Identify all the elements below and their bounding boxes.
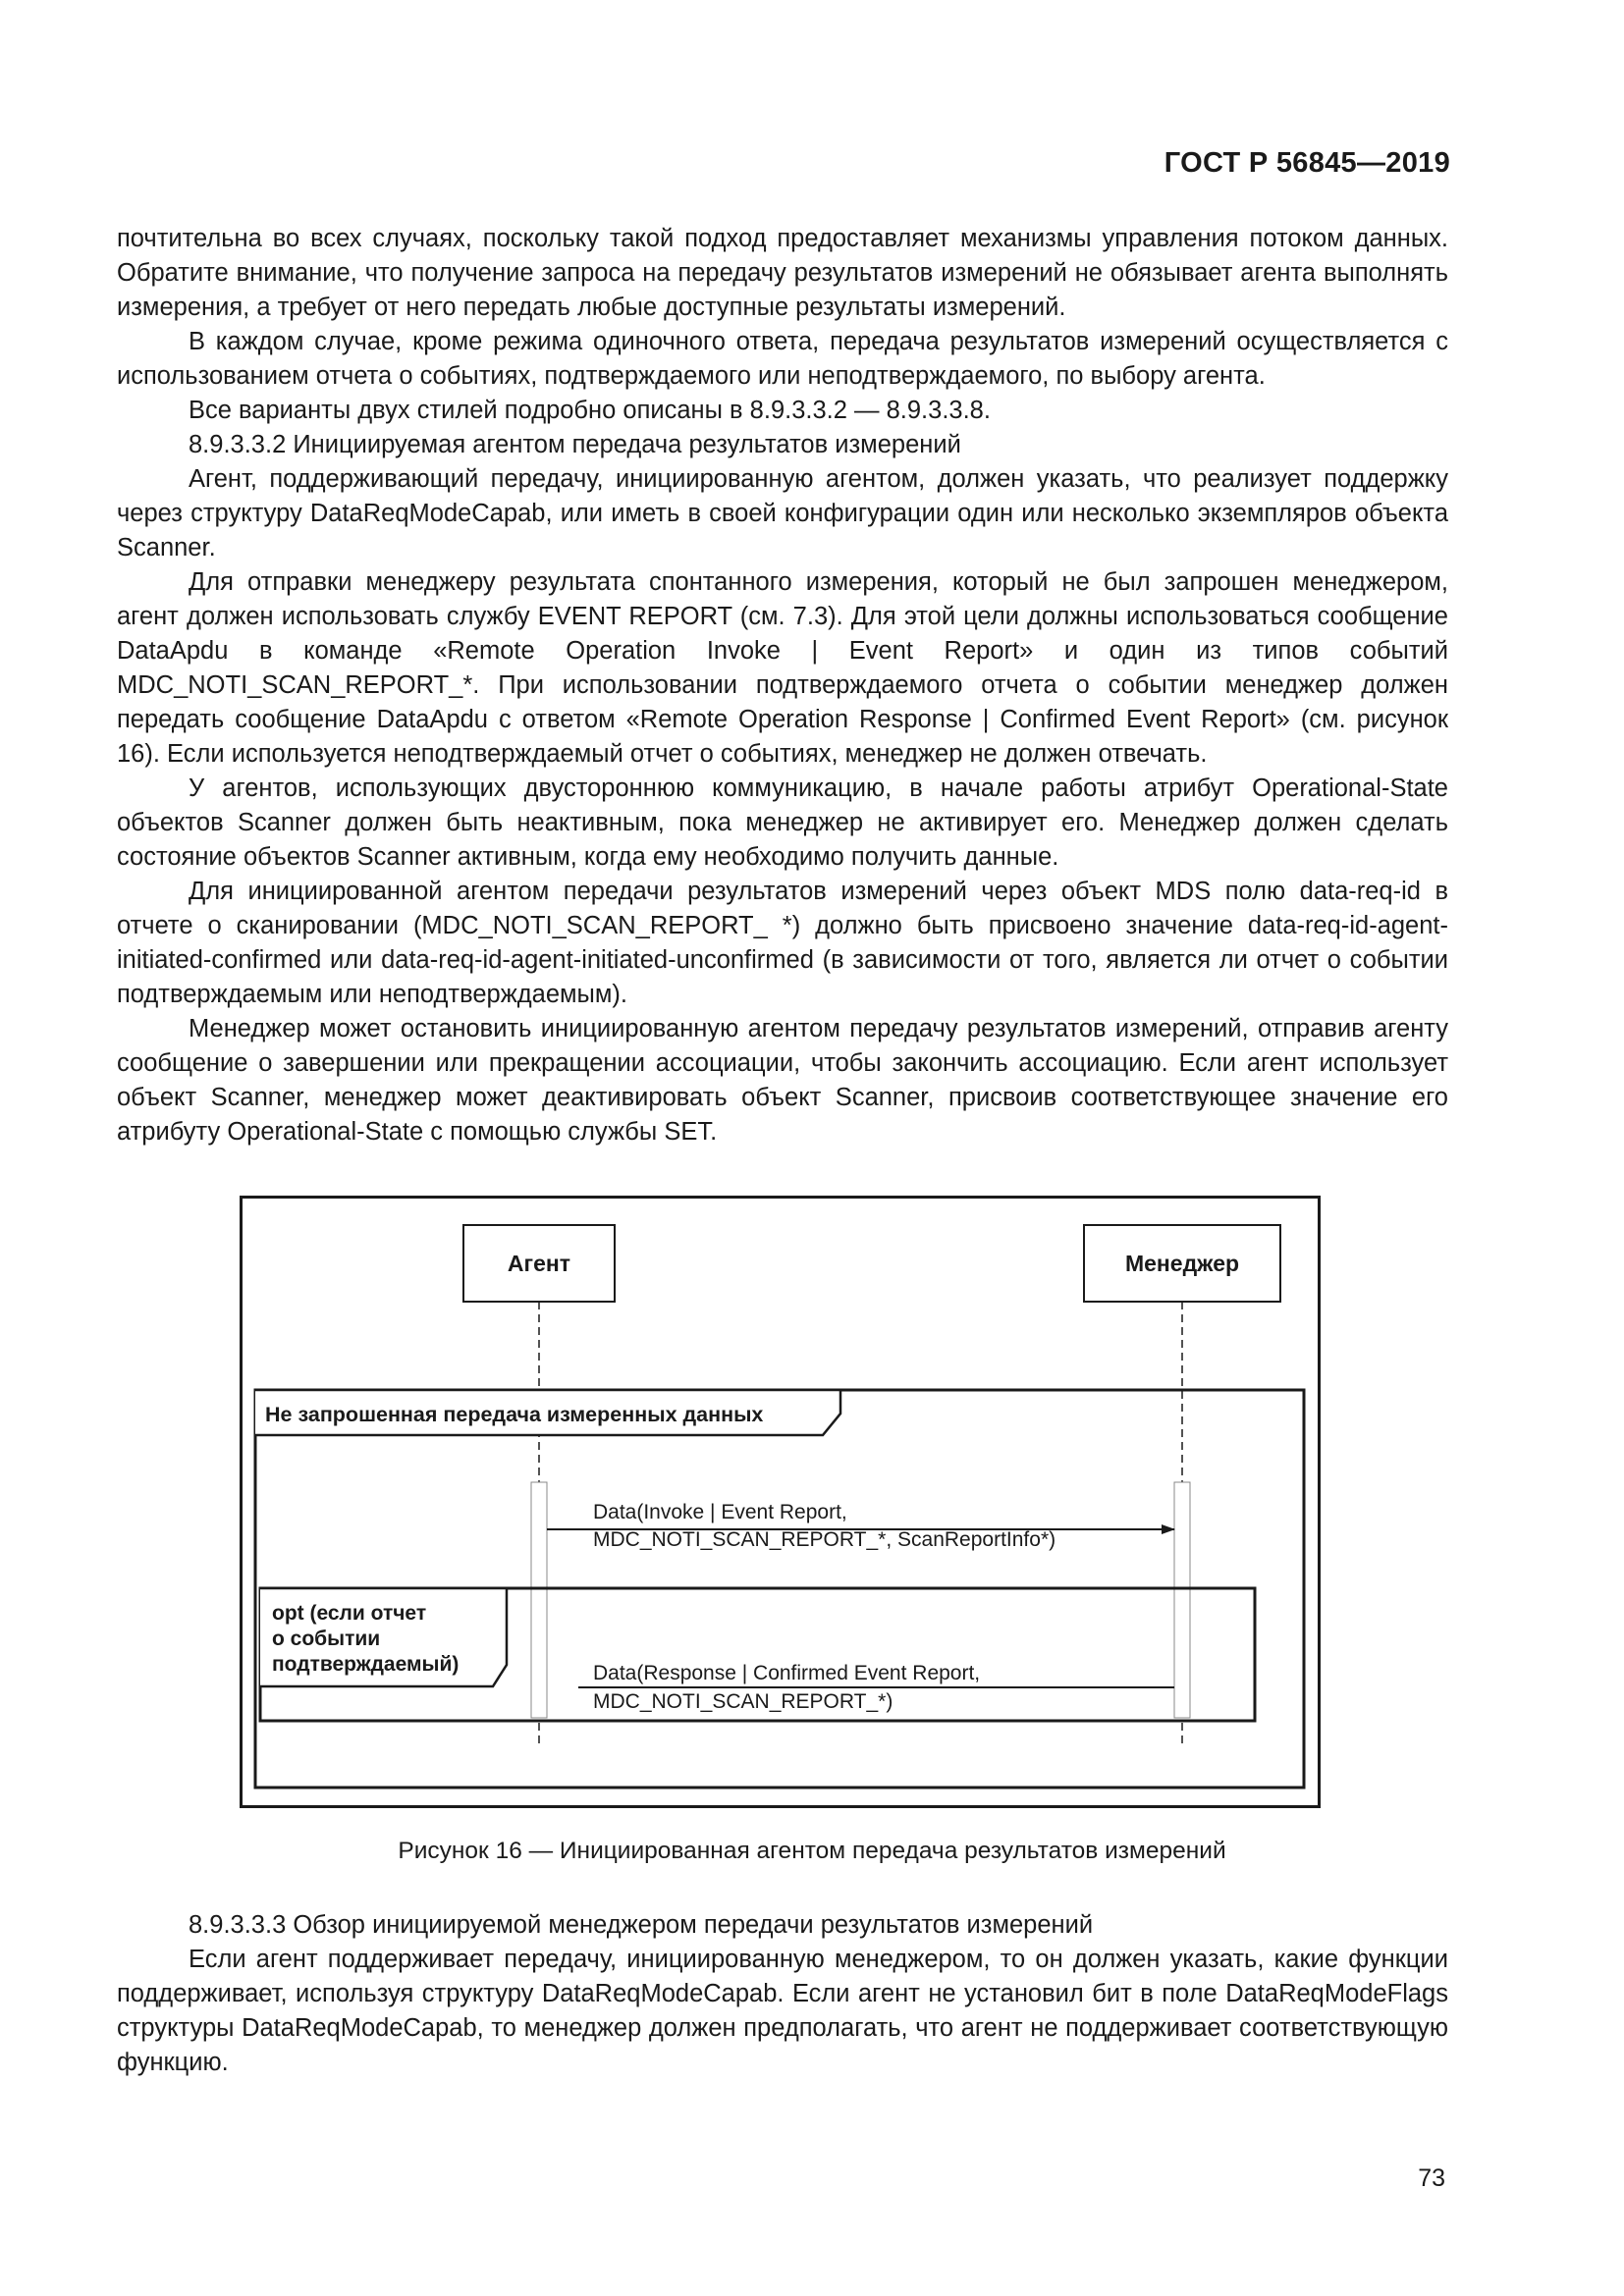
- message1-line2: MDC_NOTI_SCAN_REPORT_*, ScanReportInfo*): [593, 1528, 1056, 1551]
- body-text-top: [117, 222, 1448, 1149]
- manager-activation: [1174, 1482, 1190, 1718]
- paragraph: Менеджер может остановить инициированную агентом передачу результатов измерений, отправив агенту сообщение о завершении или прекращении ассоциации, чтобы закончить ассоциацию. Если агент использует объект Scanner, менеджер может деактивировать объект Scanner, присвоив соответствующее значение его атрибуту Operational-State с помощью службы SET.: [117, 1015, 1448, 1146]
- sequence-diagram: [240, 1196, 1321, 1808]
- paragraph: Все варианты двух стилей подробно описаны в 8.9.3.3.2 — 8.9.3.3.8.: [189, 397, 991, 424]
- agent-activation: [531, 1482, 547, 1718]
- manager-label: Менеджер: [1124, 1251, 1240, 1276]
- message1-line1: Data(Invoke | Event Report,: [593, 1501, 847, 1523]
- paragraph: У агентов, использующих двустороннюю коммуникацию, в начале работы атрибут Operational-State объектов Scanner должен быть неактивным, пока менеджер не активирует его. Менеджер должен сделать состояние объектов Scanner активным, когда ему необходимо получить данные.: [117, 774, 1448, 871]
- paragraph: Агент, поддерживающий передачу, инициированную агентом, должен указать, что реализует поддержку через структуру DataReqModeCapab, или иметь в своей конфигурации один или несколько экземпляров объекта Scanner.: [117, 465, 1448, 561]
- paragraph: Если агент поддерживает передачу, инициированную менеджером, то он должен указать, какие функции поддерживает, используя структуру DataReqModeCapab. Если агент не установил бит в поле DataReqModeFlags структуры DataReqModeCapab, то менеджер должен предполагать, что агент не поддерживает соответствующую функцию.: [117, 1946, 1448, 2076]
- section-heading: 8.9.3.3.3 Обзор инициируемой менеджером передачи результатов измерений: [189, 1911, 1094, 1939]
- body-text-bottom: [117, 1908, 1448, 2080]
- document-header: ГОСТ Р 56845—2019: [1164, 147, 1450, 179]
- page-number: 73: [1418, 2164, 1445, 2192]
- fragment-label: Не запрошенная передача измеренных данных: [265, 1403, 764, 1426]
- opt-label-line2: о событии: [272, 1628, 381, 1650]
- figure-caption: Рисунок 16 — Инициированная агентом передача результатов измерений: [398, 1838, 1226, 1864]
- agent-label: Агент: [507, 1251, 571, 1276]
- opt-label-line3: подтверждаемый): [272, 1653, 460, 1676]
- paragraph: В каждом случае, кроме режима одиночного ответа, передача результатов измерений осуществляется с использованием отчета о событиях, подтверждаемого или неподтверждаемого, по выбору агента.: [117, 328, 1448, 390]
- paragraph: Для инициированной агентом передачи результатов измерений через объект MDS полю data-req-id в отчете о сканировании (MDC_NOTI_SCAN_REPORT_ *) должно быть присвоено значение data-req-id-agent-initiated-confirmed или data-req-id-agent-initiated-unconfirmed (в зависимости от того, является ли отчет о событии подтверждаемым или неподтверждаемым).: [117, 878, 1448, 1008]
- paragraph: почтительна во всех случаях, поскольку такой подход предоставляет механизмы управления потоком данных. Обратите внимание, что получение запроса на передачу результатов измерений не обязывает агента выполнять измерения, а требует от него передать любые доступные результаты измерений.: [117, 225, 1448, 321]
- opt-label-line1: opt (если отчет: [272, 1602, 427, 1625]
- paragraph: Для отправки менеджеру результата спонтанного измерения, который не был запрошен менеджером, агент должен использовать службу EVENT REPORT (см. 7.3). Для этой цели должны использоваться сообщение DataApdu в команде «Remote Operation Invoke | Event Report» и один из типов событий MDC_NOTI_SCAN_REPORT_*. При использовании подтверждаемого отчета о событии менеджер должен передать сообщение DataApdu с ответом «Remote Operation Response | Confirmed Event Report» (см. рисунок 16). Если используется неподтверждаемый отчет о событиях, менеджер не должен отвечать.: [117, 568, 1448, 768]
- message2-line2: MDC_NOTI_SCAN_REPORT_*): [593, 1690, 893, 1713]
- message2-line1: Data(Response | Confirmed Event Report,: [593, 1662, 981, 1684]
- section-heading: 8.9.3.3.2 Инициируемая агентом передача результатов измерений: [189, 431, 961, 458]
